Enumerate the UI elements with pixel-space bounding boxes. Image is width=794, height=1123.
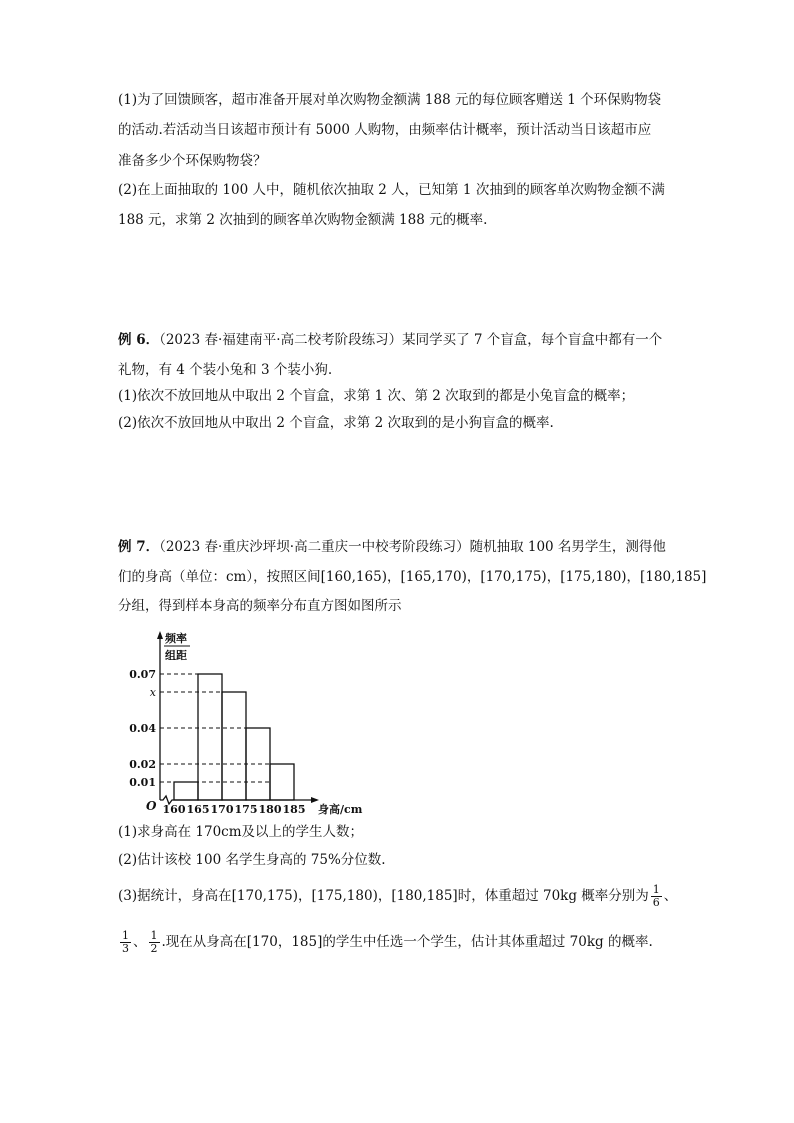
fraction-numerator: 1	[122, 929, 129, 942]
ex7-line3: 分组，得到样本身高的频率分布直方图如图所示	[118, 598, 402, 614]
ex7-q3-text-b: .现在从身高在[170，185]的学生中任选一个学生，估计其体重超过 70kg 的概率.	[161, 934, 653, 950]
histogram-bar-180-185	[270, 764, 294, 800]
ex7-q3-text-a: (3)据统计，身高在[170,175)，[175,180)，[180,185]时，体重超过 70kg 概率分别为	[118, 888, 649, 904]
x-tick-label-165: 165	[186, 803, 210, 815]
ex7-question2: (2)估计该校 100 名学生身高的 75%分位数.	[118, 852, 386, 868]
histogram-bar-170-175	[222, 692, 246, 800]
prev-q2-line1: (2)在上面抽取的 100 人中，随机依次抽取 2 人，已知第 1 次抽到的顾客单次购物金额不满	[118, 182, 665, 198]
ex7-label: 例 7．	[118, 539, 160, 555]
ex6-label: 例 6．	[118, 332, 160, 348]
x-tick-label-160: 160	[162, 803, 186, 815]
y-tick-label-2: 0.04	[129, 722, 156, 735]
histogram-chart	[122, 625, 372, 815]
ex6-question1: (1)依次不放回地从中取出 2 个盲盒，求第 1 次、第 2 次取到的都是小兔盲盒的概率；	[118, 388, 635, 404]
ex6-text1: （2023 春·福建南平·高二校考阶段练习）某同学买了 7 个盲盒，每个盲盒中都有一个	[159, 332, 663, 348]
prev-q1-line2: 的活动.若活动当日该超市预计有 5000 人购物，由频率估计概率，预计活动当日该超市应	[118, 122, 652, 138]
x-tick-label-180: 180	[258, 803, 282, 815]
y-tick-label-0: 0.07	[129, 668, 156, 681]
y-axis-label-bottom: 组距	[165, 649, 187, 662]
histogram-bar-165-170	[198, 674, 222, 800]
prev-q2-line2: 188 元，求第 2 次抽到的顾客单次购物金额满 188 元的概率.	[118, 212, 488, 228]
ex7-question3-line2	[118, 930, 653, 955]
fraction-denominator: 3	[122, 942, 129, 955]
y-axis-label-top: 频率	[165, 632, 187, 645]
fraction-denominator: 2	[150, 942, 158, 955]
ex7-text1: （2023 春·重庆沙坪坝·高二重庆一中校考阶段练习）随机抽取 100 名男学生，测得他	[159, 539, 666, 555]
ex6-question2: (2)依次不放回地从中取出 2 个盲盒，求第 2 次取到的是小狗盲盒的概率.	[118, 415, 554, 431]
fraction-numerator: 1	[652, 883, 660, 896]
y-axis-arrow	[157, 631, 163, 639]
prev-q1-line1: (1)为了回馈顾客，超市准备开展对单次购物金额满 188 元的每位顾客赠送 1 个环保购物袋	[118, 92, 662, 108]
x-axis-label: 身高/cm	[318, 803, 363, 815]
fraction-denominator: 6	[652, 896, 660, 909]
separator: 、	[663, 888, 678, 904]
y-tick-label-4: 0.01	[129, 776, 156, 789]
separator: 、	[133, 934, 147, 950]
ex7-question1: (1)求身高在 170cm及以上的学生人数；	[118, 824, 364, 840]
fraction-one-sixth	[651, 884, 662, 909]
origin-label: O	[146, 799, 157, 813]
fraction-one-half	[149, 930, 160, 955]
x-tick-label-175: 175	[234, 803, 258, 815]
ex6-line1	[118, 330, 662, 350]
ex7-line2: 们的身高（单位：cm），按照区间[160,165)，[165,170)，[170,175)，[175,180)，[180,185]	[118, 569, 707, 585]
y-tick-label-3: 0.02	[129, 758, 156, 771]
fraction-numerator: 1	[150, 929, 158, 942]
x-tick-label-170: 170	[210, 803, 234, 815]
histogram-bar-160-165	[174, 782, 198, 800]
ex6-line2: 礼物，有 4 个装小兔和 3 个装小狗.	[118, 362, 333, 378]
ex7-line1	[118, 537, 666, 557]
prev-q1-line3: 准备多少个环保购物袋？	[118, 153, 267, 169]
x-tick-label-185: 185	[282, 803, 306, 815]
fraction-one-third	[120, 930, 131, 955]
ex7-question3-line1	[118, 884, 677, 909]
y-tick-label-1: x	[149, 686, 156, 699]
